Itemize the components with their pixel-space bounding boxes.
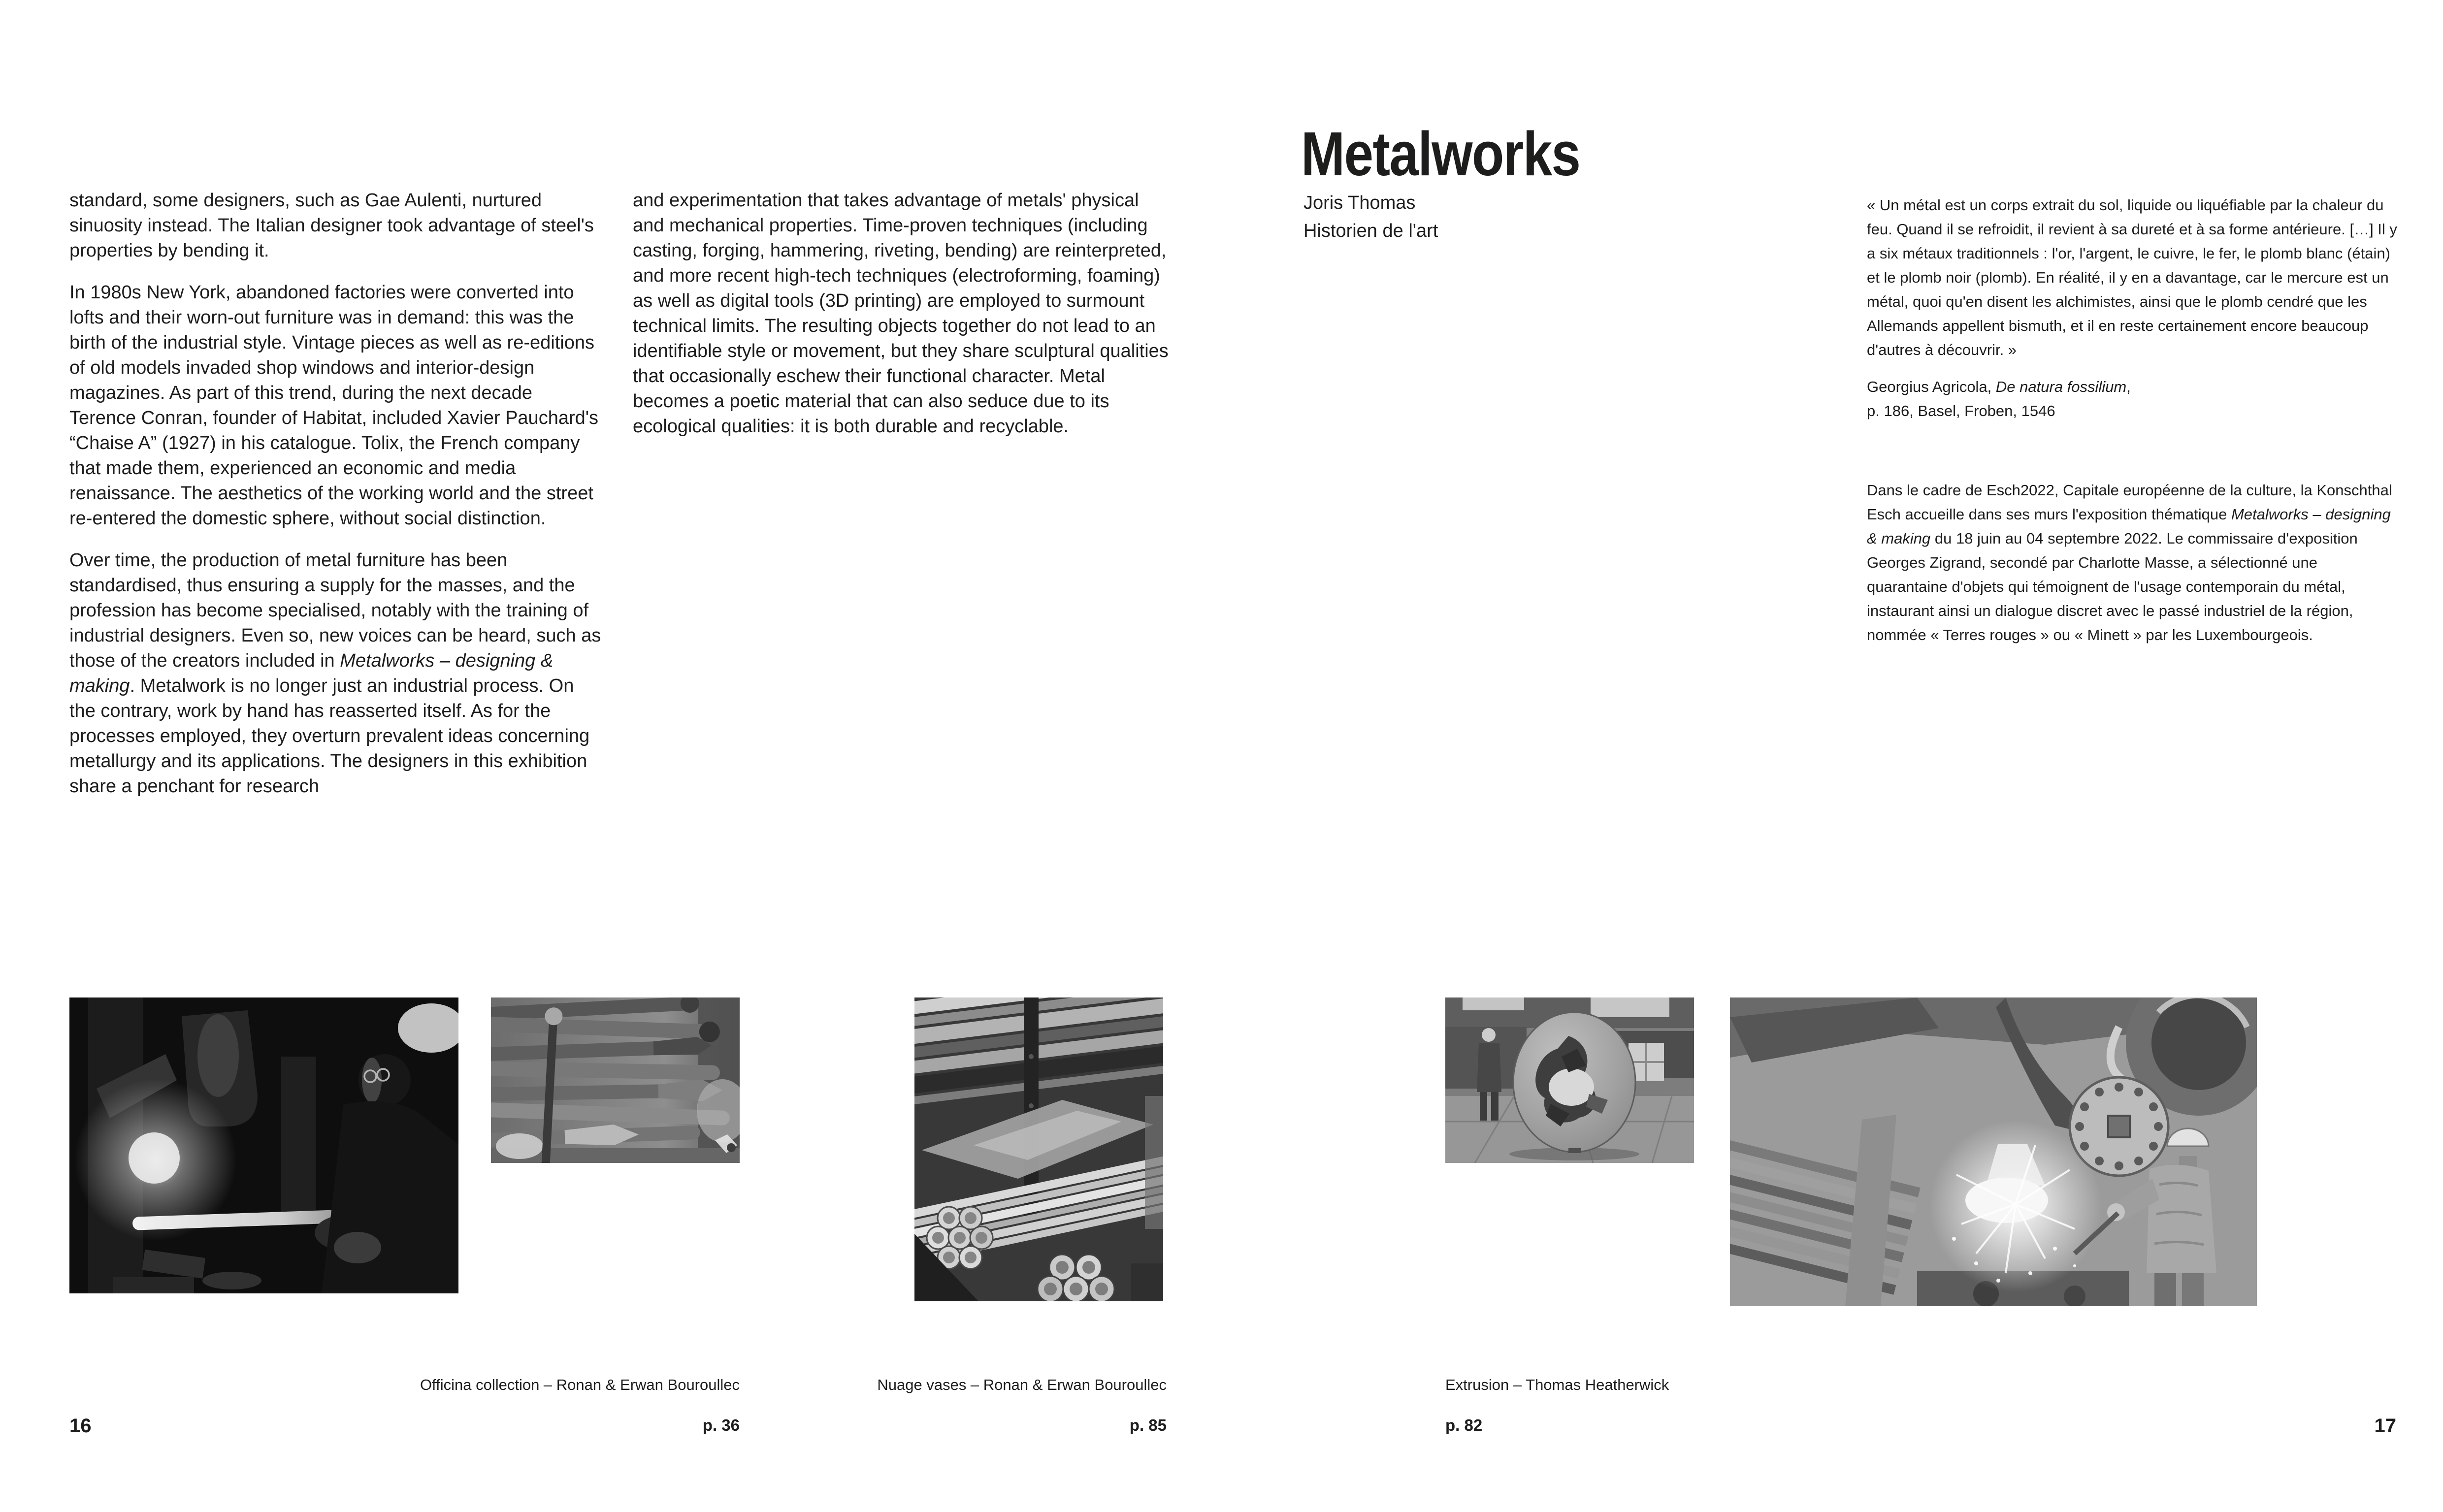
author-block (1303, 189, 1438, 245)
photo-extrusion-die-disc-image (1445, 997, 1694, 1163)
photo-nuage-profile-shelves-image (914, 997, 1163, 1301)
figure-caption-nuage: Nuage vases – Ronan & Erwan Bouroullec (877, 1376, 1167, 1393)
italic-book-title: De natura fossilium (1995, 378, 2127, 395)
photo-extrusion-die-disc (1445, 997, 1694, 1163)
paragraph: Over time, the production of metal furniture has been standardised, thus ensuring a supply for the masses, and the profession has become specialised, notably with the training of industrial designers. Even so, new voices can be heard, such as those of the creators included in Metalworks – designing & making. Metalwork is no longer just an industrial process. On the contrary, work by hand has reasserted itself. As for the processes employed, they overturn prevalent ideas concerning metallurgy and its applications. The designers in this exhibition share a penchant for research (69, 550, 601, 797)
photo-officina-forged-rods (491, 997, 740, 1163)
page-number-right: 17 (2374, 1415, 2396, 1437)
text-column-french (1867, 193, 2400, 647)
photo-nuage-profile-shelves (914, 997, 1163, 1301)
paragraph: In 1980s New York, abandoned factories were converted into lofts and their worn-out furniture was in demand: this was the birth of the industrial style. Vintage pieces as well as re-editions of old models invaded shop windows and interior-design magazines. As part of this trend, during the next decade Terence Conran, founder of Habitat, included Xavier Pauchard's “Chaise A” (1927) in his catalogue. Tolix, the French company that made them, experienced an economic and media renaissance. The aesthetics of the working world and the street re-entered the domestic sphere, without social distinction. (69, 282, 599, 529)
page-title: Metalworks (1301, 119, 1580, 189)
paragraph: and experimentation that takes advantage of metals' physical and mechanical properties. Time-proven techniques (including casting, forging, hammering, riveting, bending) are reinterpreted, and more recent high-tech techniques (electroforming, foaming) as well as digital tools (3D printing) are employed to surmount technical limits. The resulting objects together do not lead to an identifiable style or movement, but they share sculptural qualities that occasionally eschew their functional character. Metal becomes a poetic material that can also seduce due to its ecological qualities: it is both durable and recyclable. (633, 190, 1169, 437)
photo-extrusion-factory-sparks (1730, 997, 2257, 1306)
paragraph: standard, some designers, such as Gae Aulenti, nurtured sinuosity instead. The Italian designer took advantage of steel's properties by bending it. (69, 190, 594, 261)
photo-officina-forged-rods-image (491, 997, 740, 1163)
author-role: Historien de l'art (1303, 221, 1438, 241)
text-column-2 (633, 188, 1171, 439)
author-name: Joris Thomas (1303, 193, 1416, 213)
page-number-left: 16 (69, 1415, 92, 1437)
text-column-1 (69, 188, 604, 799)
figure-pageref-officina: p. 36 (702, 1416, 740, 1434)
paragraph: Dans le cadre de Esch2022, Capitale européenne de la culture, la Konschthal Esch accueille dans ses murs l'exposition thématique Metalworks – designing & making du 18 juin au 04 septembre 2022. Le commissaire d'exposition Georges Zigrand, secondé par Charlotte Masse, a sélectionné une quarantaine d'objets qui témoignent de l'usage contemporain du métal, instaurant ainsi un dialogue discret avec le passé industriel de la région, nommée « Terres rouges » ou « Minett » par les Luxembourgeois. (1867, 482, 2392, 643)
source-line-2: p. 186, Basel, Froben, 1546 (1867, 402, 2055, 419)
italic-exhibition-title: Metalworks – designing & making (69, 650, 554, 696)
figure-caption-extrusion: Extrusion – Thomas Heatherwick (1445, 1376, 1669, 1393)
photo-officina-craftsman-image (69, 997, 458, 1293)
figure-pageref-extrusion: p. 82 (1445, 1416, 1483, 1434)
quotation: « Un métal est un corps extrait du sol, liquide ou liquéfiable par la chaleur du feu. Quand il se refroidit, il revient à sa dureté et à sa forme antérieure. […] Il y a six métaux traditionnels : l'or, l'argent, le cuivre, le fer, le plomb blanc (étain) et le plomb noir (plomb). En réalité, il y en a davantage, car le mercure est un métal, quoi qu'en disent les alchimistes, ainsi que le plomb cendré que les Allemands appellent bismuth, et il en reste certainement encore beaucoup d'autres à découvrir. » (1867, 196, 2397, 358)
quotation-source: Georgius Agricola, De natura fossilium, p. 186, Basel, Froben, 1546 (1867, 375, 2400, 423)
figure-caption-officina: Officina collection – Ronan & Erwan Bouroullec (420, 1376, 740, 1393)
figure-pageref-nuage: p. 85 (1129, 1416, 1167, 1434)
photo-officina-craftsman (69, 997, 458, 1293)
italic-exhibition-title: Metalworks – designing & making (1867, 506, 2391, 547)
photo-extrusion-factory-sparks-image (1730, 997, 2257, 1306)
